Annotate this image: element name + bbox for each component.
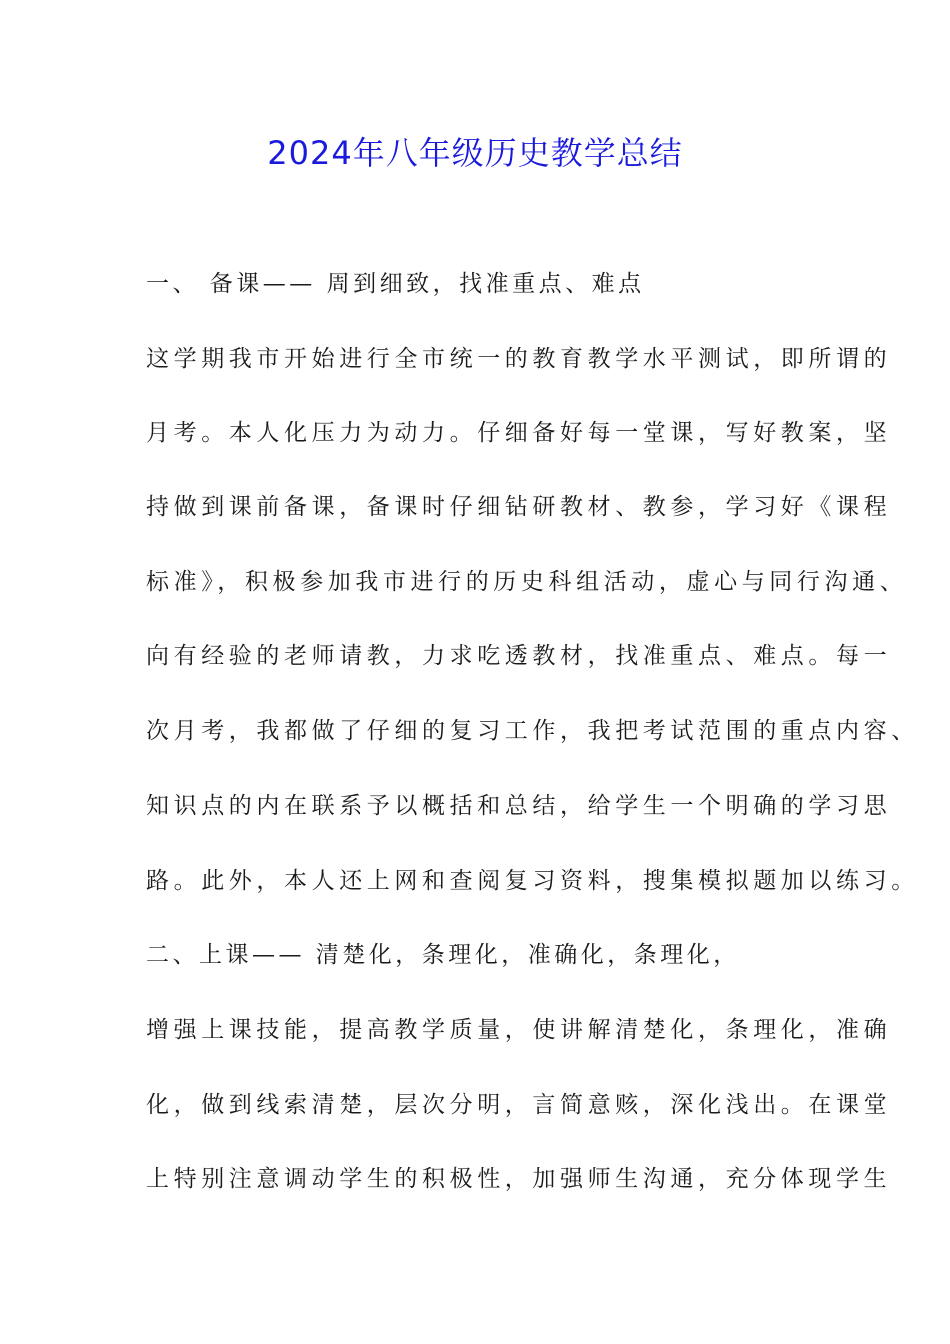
paragraph-line-1: 这学期我市开始进行全市统一的教育教学水平测试，即所谓的	[146, 346, 892, 372]
paragraph-line-11: 上特别注意调动学生的积极性，加强师生沟通，充分体现学生	[146, 1166, 892, 1192]
paragraph-line-8: 路。此外，本人还上网和查阅复习资料，搜集模拟题加以练习。	[146, 868, 919, 894]
paragraph-line-6: 次月考，我都做了仔细的复习工作，我把考试范围的重点内容、	[146, 718, 919, 744]
paragraph-line-5: 向有经验的老师请教，力求吃透教材，找准重点、难点。每一	[146, 643, 892, 669]
document-title: 2024年八年级历史教学总结	[267, 134, 683, 172]
paragraph-line-9: 增强上课技能，提高教学质量，使讲解清楚化，条理化，准确	[146, 1017, 892, 1043]
paragraph-line-3: 持做到课前备课，备课时仔细钻研教材、教参，学习好《课程	[146, 494, 892, 520]
section-heading-2: 二、上课—— 清楚化，条理化，准确化，条理化，	[146, 942, 740, 968]
paragraph-line-7: 知识点的内在联系予以概括和总结，给学生一个明确的学习思	[146, 793, 892, 819]
paragraph-line-10: 化，做到线索清楚，层次分明，言简意赅，深化浅出。在课堂	[146, 1092, 892, 1118]
paragraph-line-2: 月考。本人化压力为动力。仔细备好每一堂课，写好教案，坚	[146, 420, 892, 446]
section-heading-1: 一、 备课—— 周到细致，找准重点、难点	[146, 271, 645, 297]
paragraph-line-4: 标准》，积极参加我市进行的历史科组活动，虚心与同行沟通、	[146, 569, 908, 595]
